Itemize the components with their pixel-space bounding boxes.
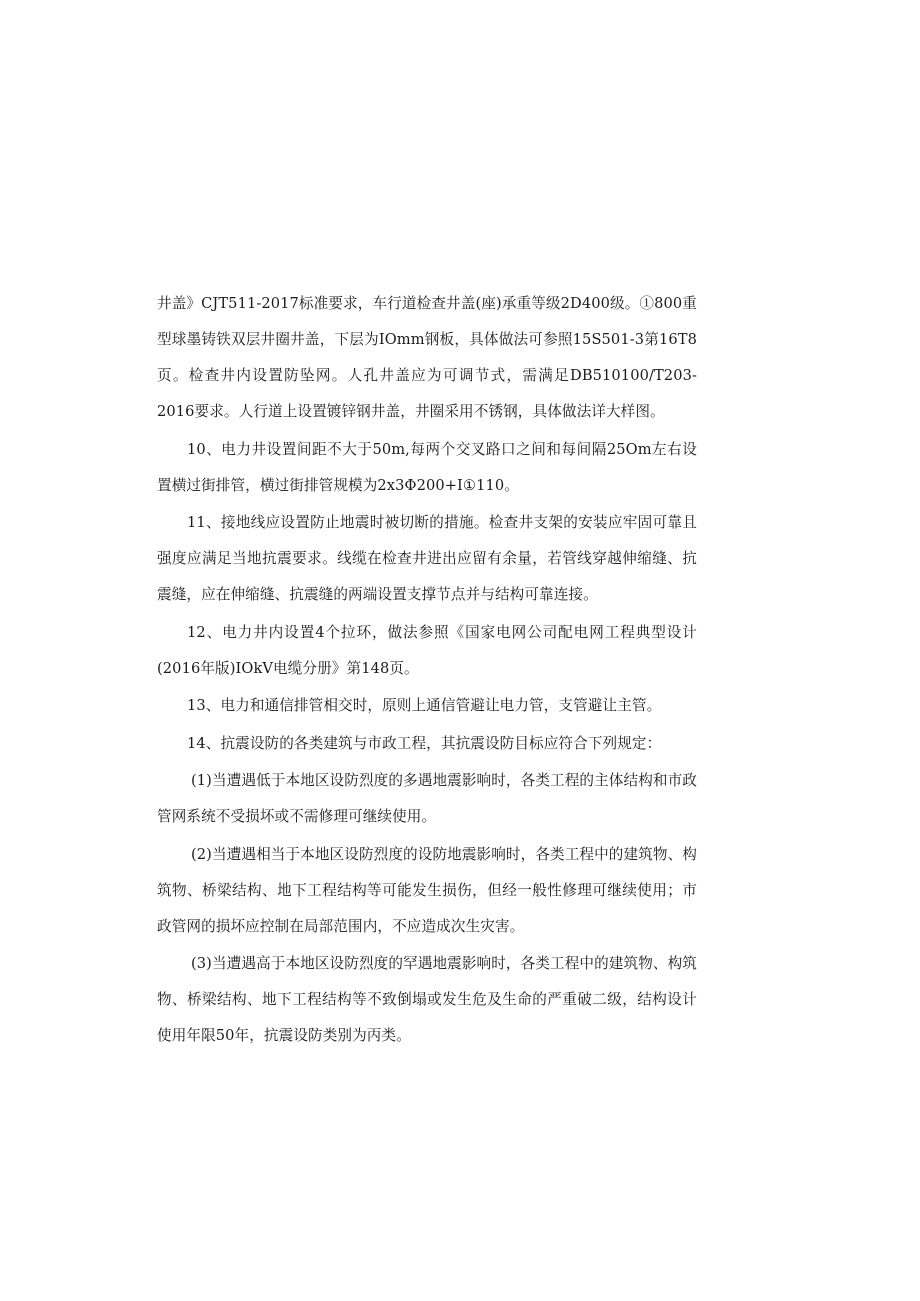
paragraph-sub-item-1: (1)当遭遇低于本地区设防烈度的多遇地震影响时，各类工程的主体结构和市政管网系统不受损坏或不需修理可继续使用。 <box>157 772 697 825</box>
paragraph-item-14: 14、抗震设防的各类建筑与市政工程，其抗震设防目标应符合下列规定： <box>187 734 662 752</box>
paragraph-item-11: 11、接地线应设置防止地震时被切断的措施。检查井支架的安装应牢固可靠且强度应满足当地抗震要求。线缆在检查井进出应留有余量，若管线穿越伸缩缝、抗震缝，应在伸缩缝、抗震缝的两端设置支撑节点并与结构可靠连接。 <box>157 514 697 603</box>
paragraph-item-13: 13、电力和通信排管相交时，原则上通信管避让电力管，支管避让主管。 <box>187 697 662 714</box>
paragraph-item-12: 12、电力井内设置4个拉环，做法参照《国家电网公司配电网工程典型设计(2016年版)IOkV电缆分册》第148页。 <box>157 623 697 677</box>
document-page <box>157 286 697 1054</box>
paragraph-sub-item-2: (2)当遭遇相当于本地区设防烈度的设防地震影响时，各类工程中的建筑物、构筑物、桥梁结构、地下工程结构等可能发生损伤，但经一般性修理可继续使用；市政管网的损坏应控制在局部范围内，不应造成次生灾害。 <box>157 845 697 935</box>
paragraph-sub-item-3: (3)当遭遇高于本地区设防烈度的罕遇地震影响时，各类工程中的建筑物、构筑物、桥梁结构、地下工程结构等不致倒塌或发生危及生命的严重破二级，结构设计使用年限50年，抗震设防类别为丙类。 <box>157 955 697 1044</box>
paragraph-item-10: 10、电力井设置间距不大于50m,每两个交叉路口之间和每间隔25Om左右设置横过街排管，横过街排管规模为2x3Φ200+I①110。 <box>157 440 697 494</box>
paragraph-manhole-cover: 井盖》CJT511-2017标准要求，车行道检查井盖(座)承重等级2D400级。①800重型球墨铸铁双层井圈井盖，下层为IOmm钢板，具体做法可参照15S501-3第16T8页。检查井内设置防坠网。人孔井盖应为可调节式，需满足DB510100/T203-2016要求。人行道上设置镀锌钢井盖，井圈采用不锈钢，具体做法详大样图。 <box>157 295 697 420</box>
